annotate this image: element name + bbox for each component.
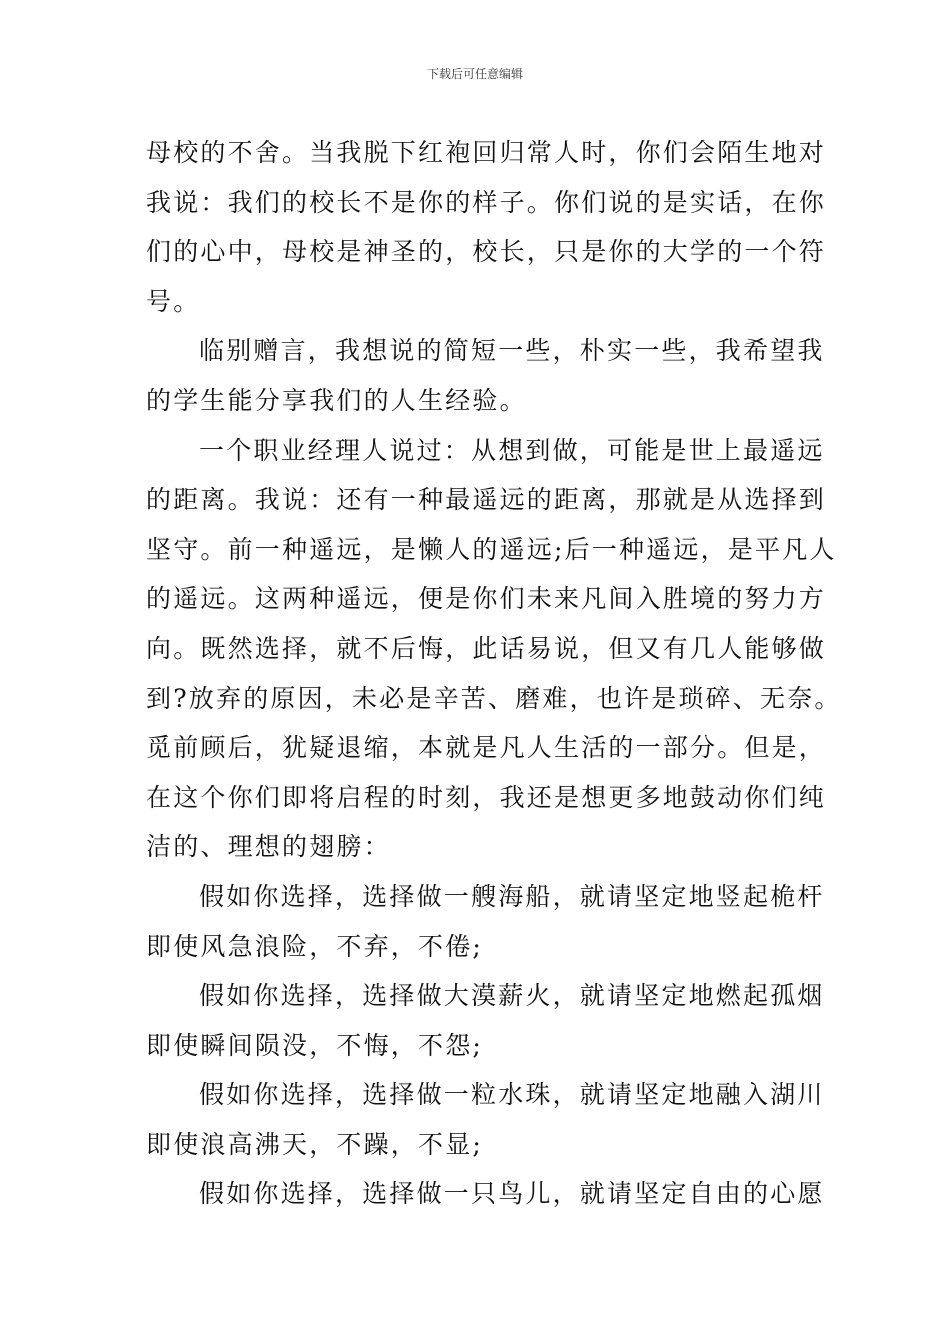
text-line: 坚守。前一种遥远，是懒人的遥远;后一种遥远，是平凡人 [146, 534, 837, 564]
text-line: 的学生能分享我们的人生经验。 [146, 385, 527, 415]
text-line: 的遥远。这两种遥远，便是你们未来凡间入胜境的努力方 [146, 584, 827, 614]
text-line: 向。既然选择，就不后悔，此话易说，但又有几人能够做 [146, 633, 827, 663]
text-line: 号。 [146, 286, 201, 316]
text-line: 觅前顾后，犹疑退缩，本就是凡人生活的一部分。但是， [146, 733, 827, 763]
text-line: 们的心中，母校是神圣的，校长，只是你的大学的一个符 [146, 237, 827, 267]
text-line: 的距离。我说：还有一种最遥远的距离，那就是从选择到 [146, 485, 827, 515]
text-line: 假如你选择，选择做一粒水珠，就请坚定地融入湖川 [199, 1080, 825, 1110]
text-line: 即使浪高沸天，不躁，不显; [146, 1129, 484, 1159]
text-line: 假如你选择，选择做大漠薪火，就请坚定地燃起孤烟 [199, 981, 825, 1011]
text-line: 即使风急浪险，不弃，不倦; [146, 931, 484, 961]
text-line: 临别赠言，我想说的简短一些，朴实一些，我希望我 [199, 336, 825, 366]
text-line: 假如你选择，选择做一只鸟儿，就请坚定自由的心愿 [199, 1179, 825, 1209]
text-line: 即使瞬间陨没，不悔，不怨; [146, 1030, 484, 1060]
text-line: 一个职业经理人说过：从想到做，可能是世上最遥远 [199, 435, 825, 465]
text-line: 到?放弃的原因，未必是辛苦、磨难，也许是琐碎、无奈。 [146, 683, 842, 713]
text-line: 假如你选择，选择做一艘海船，就请坚定地竖起桅杆 [199, 881, 825, 911]
text-line: 我说：我们的校长不是你的样子。你们说的是实话，在你 [146, 187, 827, 217]
text-line: 在这个你们即将启程的时刻，我还是想更多地鼓动你们纯 [146, 782, 827, 812]
page-header: 下载后可任意编辑 [426, 67, 523, 81]
text-line: 母校的不舍。当我脱下红袍回归常人时，你们会陌生地对 [146, 138, 827, 167]
document-body [146, 128, 842, 1219]
text-line: 洁的、理想的翅膀： [146, 832, 391, 862]
